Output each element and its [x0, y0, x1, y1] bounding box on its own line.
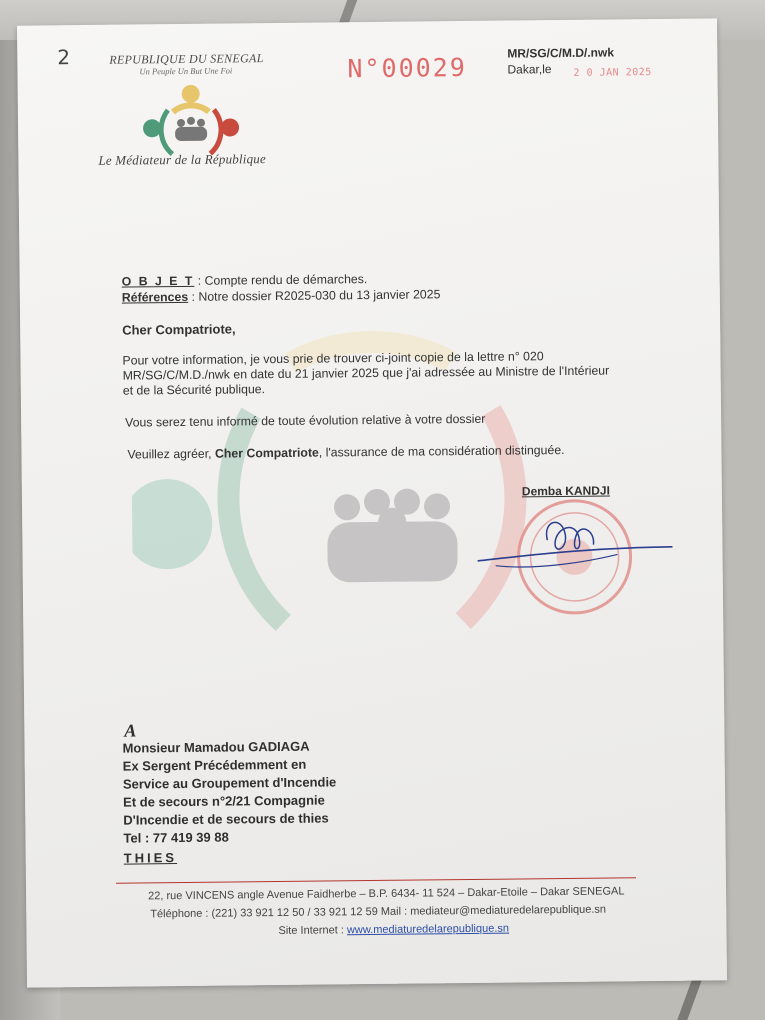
national-motto: Un Peuple Un But Une Foi — [139, 65, 233, 77]
paragraph-1-line-2: MR/SG/C/M.D./nwk en date du 21 janvier 2025 que j'ai adressée au Ministre de l'Intérieur — [122, 363, 610, 383]
signatory-name: Demba KANDJI — [521, 483, 610, 499]
institution-name: Le Médiateur de la République — [98, 151, 267, 168]
closing-bold: Cher Compatriote — [214, 445, 319, 461]
closing-pre: Veuillez agréer, — [127, 446, 216, 462]
references-value: : Notre dossier R2025-030 du 13 janvier 2025 — [191, 287, 441, 304]
references-line — [122, 287, 441, 304]
recipient-line-4: Et de secours n°2/21 Compagnie — [123, 792, 325, 810]
handwritten-signature-icon — [467, 499, 678, 581]
republic-title: REPUBLIQUE DU SENEGAL — [109, 51, 264, 67]
date-stamp: 2 0 JAN 2025 — [573, 67, 652, 79]
reference-code: MR/SG/C/M.D/.nwk — [507, 45, 615, 61]
reference-number-stamp: N°00029 — [347, 52, 467, 84]
paragraph-2: Vous serez tenu informé de toute évolution relative à votre dossier — [125, 411, 486, 430]
salutation: Cher Compatriote, — [122, 321, 236, 338]
footer-address: 22, rue VINCENS angle Avenue Faidherbe – B.P. 6434- 11 524 – Dakar-Etoile – Dakar SENEGAL — [148, 885, 625, 903]
footer-contact: Téléphone : (221) 33 921 12 50 / 33 921 12 59 Mail : mediateur@mediaturedelarepublique.sn — [150, 903, 607, 921]
footer-site — [278, 923, 509, 937]
letter-page — [17, 18, 727, 987]
place-label: Dakar,le — [507, 62, 552, 77]
footer-divider — [116, 877, 636, 883]
recipient-line-2: Ex Sergent Précédemment en — [122, 756, 307, 774]
paragraph-1-line-1: Pour votre information, je vous prie de trouver ci-joint copie de la lettre n° 020 — [122, 349, 544, 368]
references-label: Références — [121, 289, 189, 305]
recipient-prefix: A — [124, 720, 137, 741]
subject-line — [122, 272, 368, 289]
website-link[interactable]: www.mediaturedelarepublique.sn — [346, 922, 510, 937]
recipient-line-5: D'Incendie et de secours de thies — [123, 810, 329, 828]
recipient-line-1: Monsieur Mamadou GADIAGA — [122, 738, 310, 756]
footer-site-label: Site Internet : — [278, 924, 348, 938]
recipient-phone: Tel : 77 419 39 88 — [123, 829, 229, 846]
paragraph-1-line-3: et de la Sécurité publique. — [122, 382, 266, 398]
recipient-city: THIES — [123, 850, 178, 866]
handwritten-mark: 2 — [57, 45, 71, 70]
closing-post: , l'assurance de ma considération distinguée. — [318, 442, 565, 460]
recipient-line-3: Service au Groupement d'Incendie — [122, 774, 337, 792]
subject-label: O B J E T — [121, 273, 195, 289]
subject-value: : Compte rendu de démarches. — [197, 272, 368, 288]
